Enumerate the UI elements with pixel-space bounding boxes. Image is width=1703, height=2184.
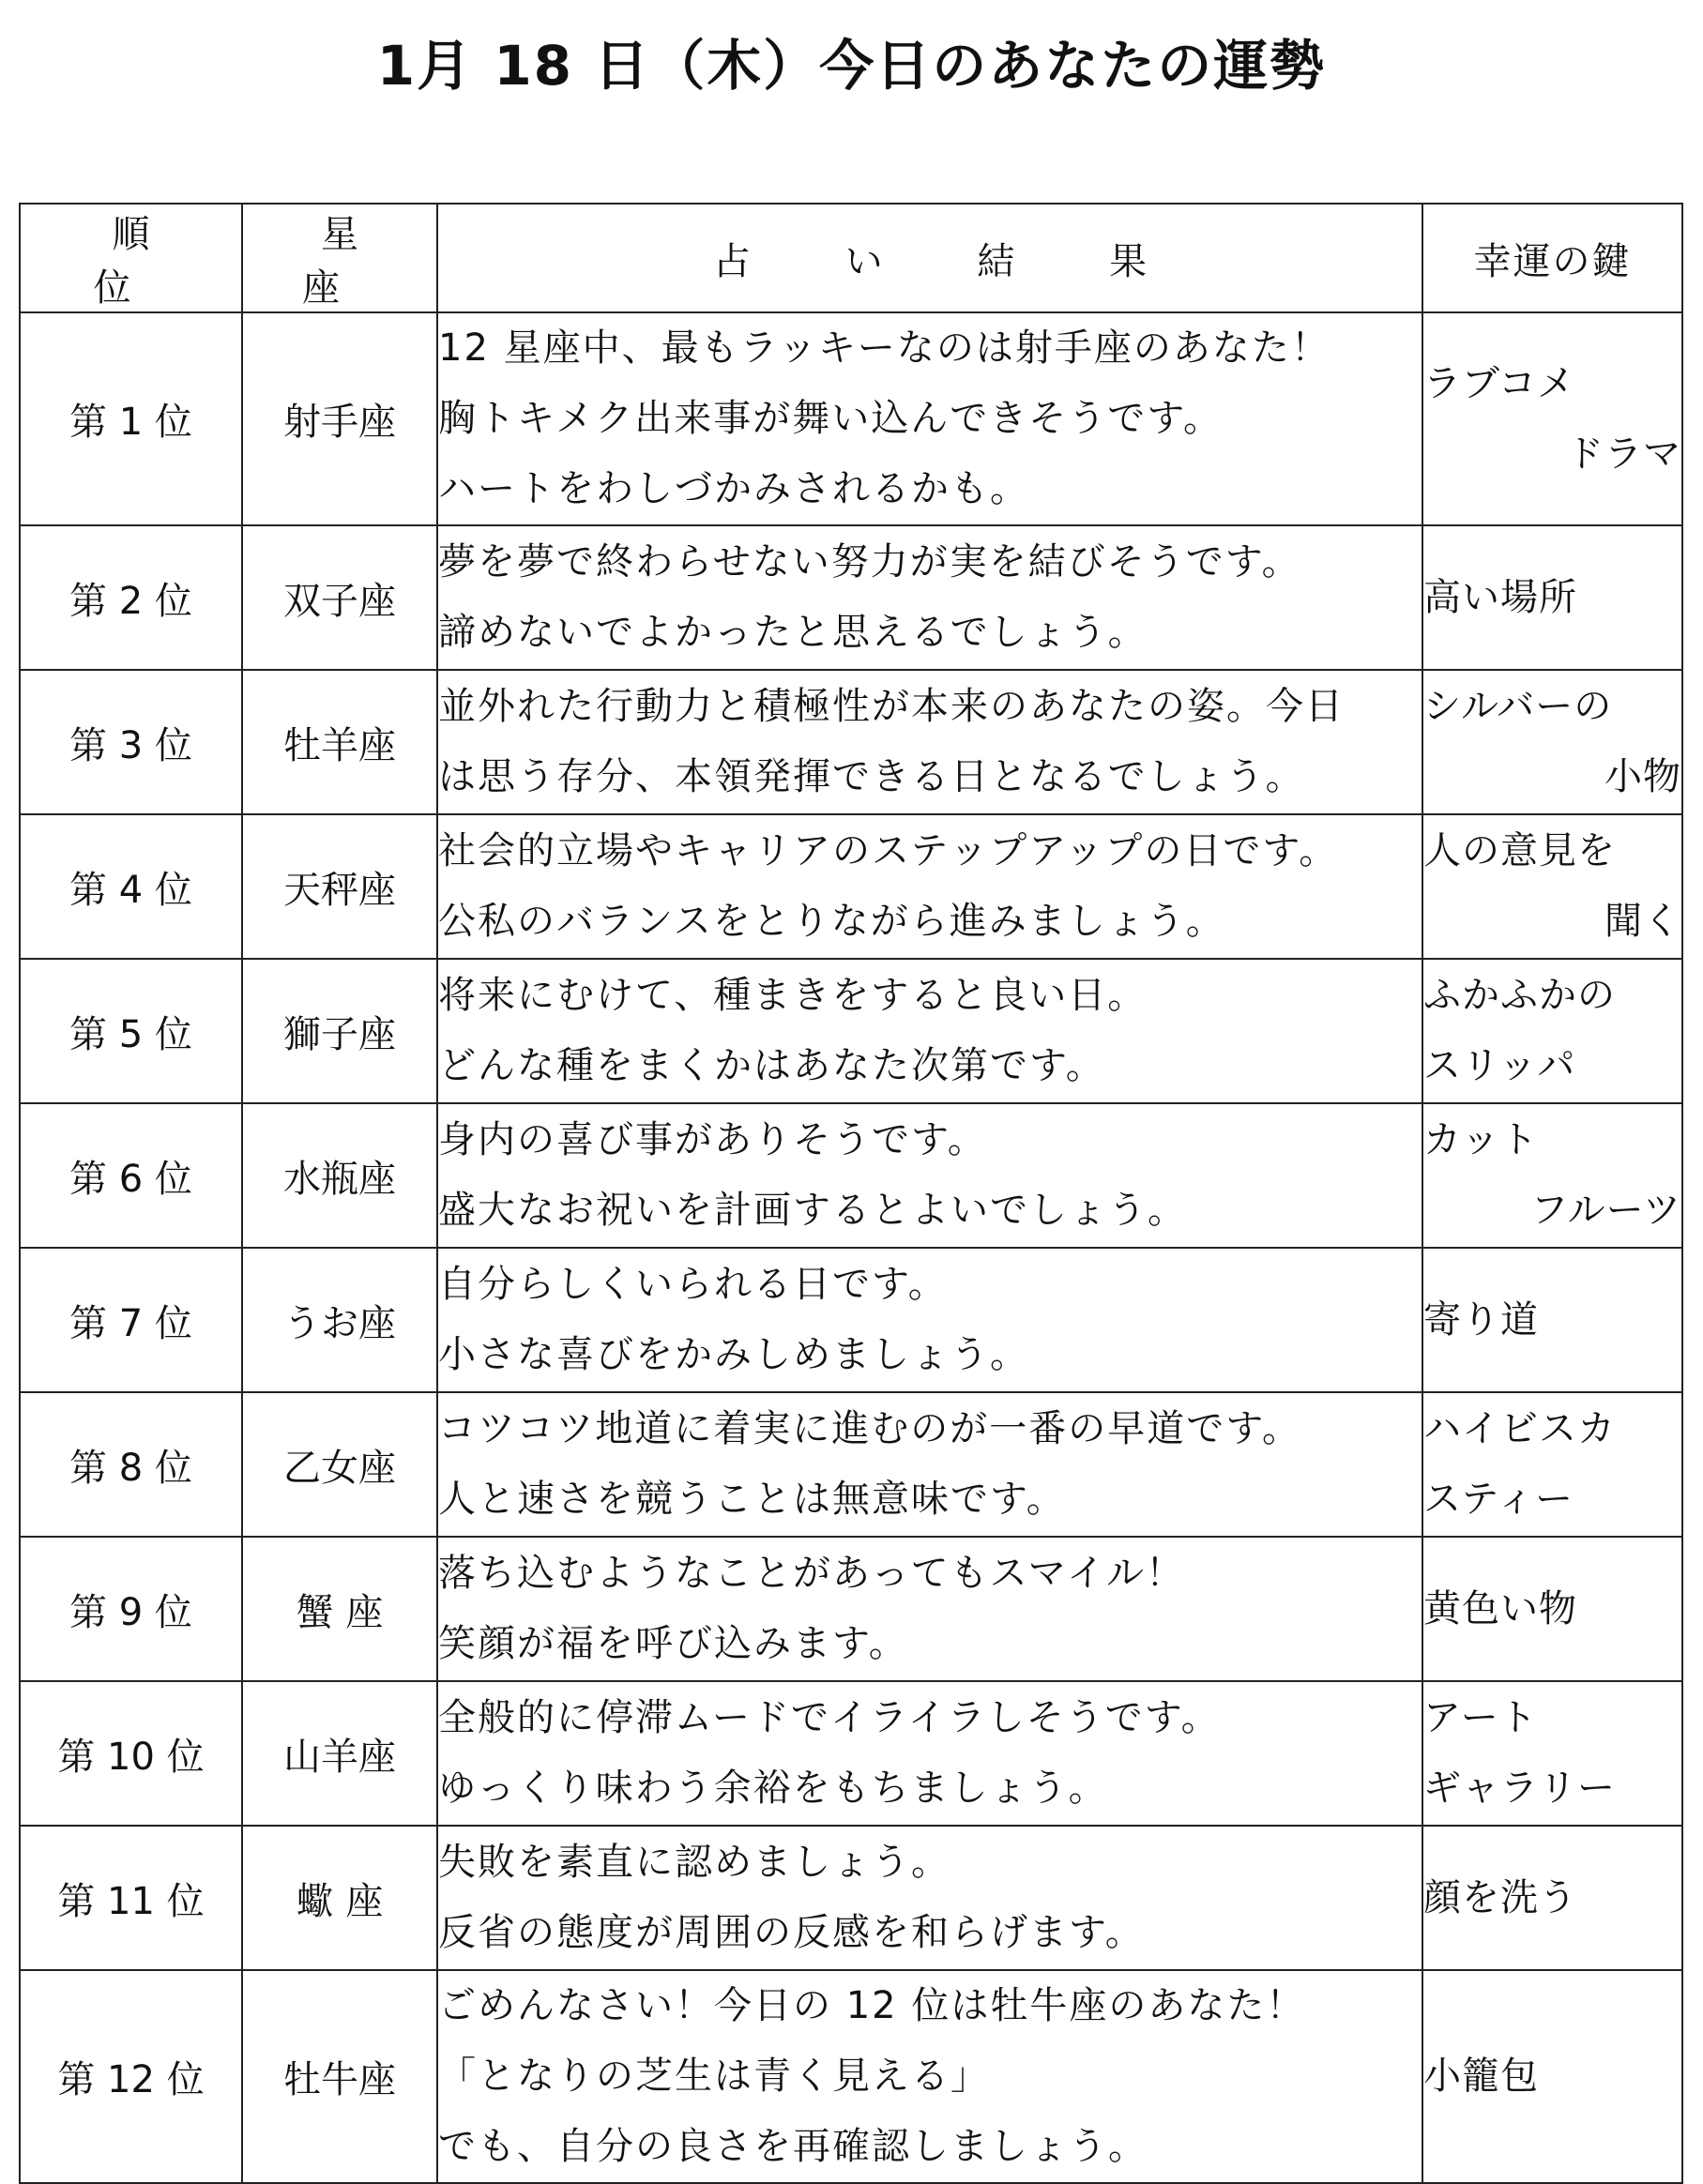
lucky-line: 黄色い物 <box>1423 1586 1577 1630</box>
sign-cell: 射手座 <box>242 312 437 525</box>
sign-cell: 水瓶座 <box>242 1103 437 1248</box>
rank-cell: 第 4 位 <box>20 814 242 959</box>
rank-cell: 第 7 位 <box>20 1248 242 1392</box>
table-row <box>20 1826 1682 1970</box>
lucky-line: ドラマ <box>1566 432 1681 476</box>
lucky-line: アート <box>1423 1696 1538 1739</box>
rank-cell: 第 11 位 <box>20 1826 242 1970</box>
sign-cell: 蟹 座 <box>242 1537 437 1681</box>
result-line: 自分らしくいられる日です。 <box>438 1263 948 1306</box>
page-title: 1月 18 日（木）今日のあなたの運勢 <box>376 34 1327 98</box>
header-sign: 星 座 <box>242 204 437 312</box>
lucky-cell <box>1422 1681 1682 1826</box>
rank-cell: 第 5 位 <box>20 959 242 1103</box>
result-line: 失敗を素直に認めましょう。 <box>438 1841 950 1884</box>
lucky-cell <box>1422 959 1682 1103</box>
lucky-cell <box>1422 814 1682 959</box>
table-row <box>20 1970 1682 2183</box>
result-line: 身内の喜び事がありそうです。 <box>438 1118 987 1161</box>
result-cell <box>437 1826 1422 1970</box>
result-line: 将来にむけて、種まきをすると良い日。 <box>438 974 1148 1017</box>
lucky-line: ふかふかの <box>1423 974 1616 1017</box>
rank-cell: 第 6 位 <box>20 1103 242 1248</box>
rank-cell: 第 10 位 <box>20 1681 242 1826</box>
result-line: 笑顔が福を呼び込みます。 <box>438 1622 908 1665</box>
table-row <box>20 959 1682 1103</box>
lucky-cell <box>1422 670 1682 814</box>
result-line: 「となりの芝生は青く見える」 <box>438 2055 990 2098</box>
result-cell <box>437 525 1422 670</box>
result-line: 諦めないでよかったと思えるでしょう。 <box>438 611 1148 654</box>
lucky-line: 高い場所 <box>1423 575 1577 619</box>
result-line: コツコツ地道に着実に進むのが一番の早道です。 <box>438 1407 1301 1450</box>
rank-cell: 第 2 位 <box>20 525 242 670</box>
result-line: 公私のバランスをとりながら進みましょう。 <box>438 900 1225 943</box>
result-cell <box>437 670 1422 814</box>
table-row <box>20 1392 1682 1537</box>
rank-cell: 第 12 位 <box>20 1970 242 2183</box>
result-line: ハートをわしづかみされるかも。 <box>438 467 1029 510</box>
sign-cell: 天秤座 <box>242 814 437 959</box>
lucky-line: フルーツ <box>1530 1189 1681 1232</box>
result-line: 胸トキメク出来事が舞い込んできそうです。 <box>438 397 1223 440</box>
lucky-line: 聞く <box>1604 900 1681 943</box>
result-line: 全般的に停滞ムードでイライラしそうです。 <box>438 1696 1221 1739</box>
result-cell <box>437 1248 1422 1392</box>
sign-cell: 山羊座 <box>242 1681 437 1826</box>
header-result: 占 い 結 果 <box>437 204 1422 312</box>
sign-cell: 獅子座 <box>242 959 437 1103</box>
lucky-cell <box>1422 1103 1682 1248</box>
lucky-line: スティー <box>1423 1478 1574 1521</box>
lucky-cell <box>1422 1248 1682 1392</box>
rank-cell: 第 9 位 <box>20 1537 242 1681</box>
table-row <box>20 312 1682 525</box>
lucky-line: ハイビスカ <box>1423 1407 1616 1450</box>
result-line: 落ち込むようなことがあってもスマイル！ <box>438 1552 1185 1595</box>
sign-cell: 双子座 <box>242 525 437 670</box>
sign-cell: うお座 <box>242 1248 437 1392</box>
result-cell <box>437 1392 1422 1537</box>
result-line: 夢を夢で終わらせない努力が実を結びそうです。 <box>438 540 1301 584</box>
result-cell <box>437 1681 1422 1826</box>
fortune-table <box>19 203 1683 2184</box>
result-line: は思う存分、本領発揮できる日となるでしょう。 <box>438 755 1305 798</box>
rank-cell: 第 8 位 <box>20 1392 242 1537</box>
result-line: どんな種をまくかはあなた次第です。 <box>438 1044 1105 1087</box>
result-cell <box>437 959 1422 1103</box>
table-row <box>20 1681 1682 1826</box>
lucky-line: 寄り道 <box>1423 1297 1539 1342</box>
lucky-line: カット <box>1423 1118 1539 1161</box>
lucky-line: 小籠包 <box>1423 2055 1539 2098</box>
result-cell <box>437 1537 1422 1681</box>
result-line: 反省の態度が周囲の反感を和らげます。 <box>438 1911 1145 1954</box>
result-line: 人と速さを競うことは無意味です。 <box>438 1478 1066 1521</box>
result-line: でも、自分の良さを再確認しましょう。 <box>438 2125 1148 2168</box>
lucky-line: スリッパ <box>1423 1044 1576 1087</box>
table-row <box>20 1103 1682 1248</box>
lucky-cell <box>1422 525 1682 670</box>
table-row <box>20 525 1682 670</box>
table-row <box>20 1248 1682 1392</box>
lucky-line: シルバーの <box>1423 685 1613 728</box>
result-line: 小さな喜びをかみしめましょう。 <box>438 1333 1029 1376</box>
sign-cell: 乙女座 <box>242 1392 437 1537</box>
result-line: 社会的立場やキャリアのステップアップの日です。 <box>438 829 1339 872</box>
lucky-cell <box>1422 1970 1682 2183</box>
result-cell <box>437 1970 1422 2183</box>
result-line: ごめんなさい！今日の 12 位は牡牛座のあなた！ <box>438 1984 1306 2027</box>
result-cell <box>437 1103 1422 1248</box>
result-line: 並外れた行動力と積極性が本来のあなたの姿。今日 <box>438 685 1345 728</box>
rank-cell: 第 3 位 <box>20 670 242 814</box>
sign-cell: 蠍 座 <box>242 1826 437 1970</box>
rank-cell: 第 1 位 <box>20 312 242 525</box>
table-row <box>20 670 1682 814</box>
table-header-row <box>20 204 1682 312</box>
table-row <box>20 814 1682 959</box>
result-line: ゆっくり味わう余裕をもちましょう。 <box>438 1767 1108 1810</box>
lucky-line: 顔を洗う <box>1423 1875 1577 1919</box>
lucky-line: 人の意見を <box>1423 829 1616 872</box>
lucky-line: ラブコメ <box>1423 361 1575 405</box>
header-lucky: 幸運の鍵 <box>1422 204 1682 312</box>
lucky-line: ギャラリー <box>1423 1767 1616 1810</box>
lucky-cell <box>1422 312 1682 525</box>
sign-cell: 牡羊座 <box>242 670 437 814</box>
lucky-cell <box>1422 1537 1682 1681</box>
lucky-line: 小物 <box>1604 755 1681 798</box>
result-cell <box>437 814 1422 959</box>
header-rank: 順 位 <box>20 204 242 312</box>
sign-cell: 牡牛座 <box>242 1970 437 2183</box>
result-line: 盛大なお祝いを計画するとよいでしょう。 <box>438 1189 1187 1232</box>
lucky-cell <box>1422 1826 1682 1970</box>
result-line: 12 星座中、最もラッキーなのは射手座のあなた！ <box>438 326 1330 370</box>
table-row <box>20 1537 1682 1681</box>
lucky-cell <box>1422 1392 1682 1537</box>
result-cell <box>437 312 1422 525</box>
